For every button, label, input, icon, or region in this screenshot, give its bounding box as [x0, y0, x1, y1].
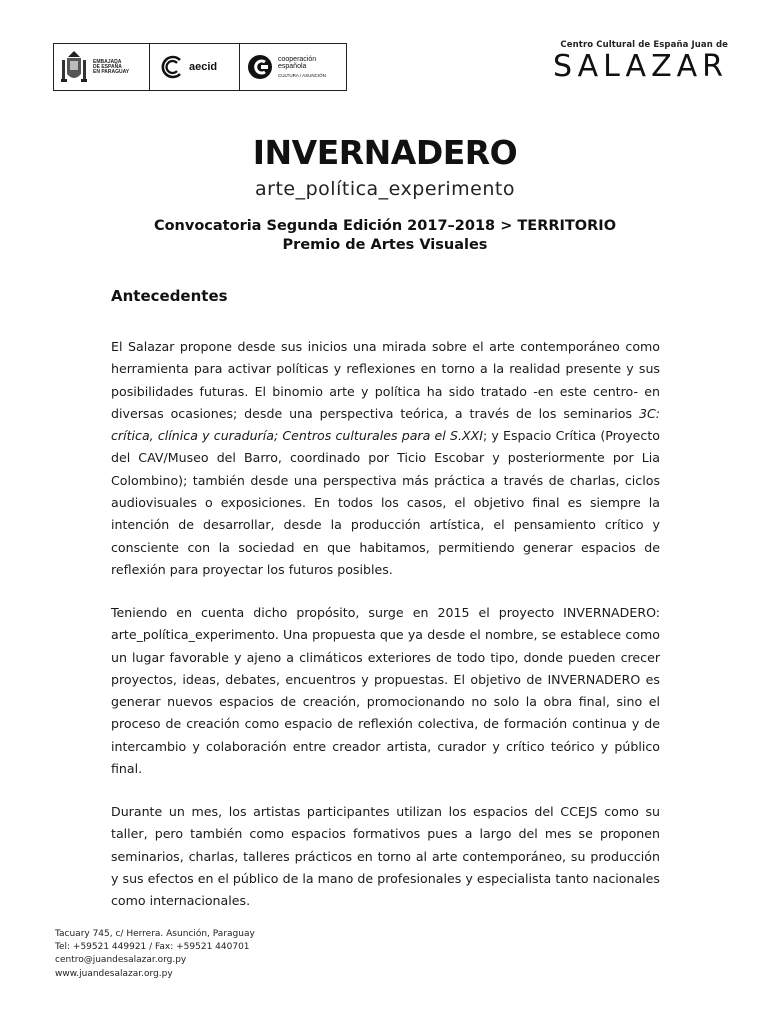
embajada-line-1: EMBAJADA — [93, 58, 122, 65]
paragraph-2: Teniendo en cuenta dicho propósito, surge en 2015 el proyecto INVERNADERO: arte_política_experimento. Una propuesta que ya desde el nombre, se establece como un lugar favorable y ajeno a climáticos exteriores de todo tipo, donde pueden crecer proyectos, ideas, debates, encuentros y propuestas. El objetivo de INVERNADERO es generar nuevos espacios de creación, promocionando no solo la obra final, sino el proceso de creación como espacio de reflexión colectiva, de formación continua y de intercambio y colaboración entre creador artista, curador y crítico teórico y público final. — [111, 605, 660, 777]
footer-website[interactable]: www.juandesalazar.org.py — [55, 968, 173, 979]
page-title: INVERNADERO — [252, 133, 518, 172]
paragraph-1-text-b: ; y Espacio Crítica (Proyecto del CAV/Museo del Barro, coordinado por Ticio Escobar y posteriormente por Lia Colombino); también desde una perspectiva más práctica a través de charlas, ciclos audiovisuales o exposiciones. En todos los casos, el objetivo final es siempre la intención de desarrollar, desde la producción artística, el pensamiento crítico y consciente con la sociedad en que habitamos, permitiendo generar espacios de reflexión para proyectar los futuros posibles. — [111, 428, 660, 577]
aecid-c-icon — [158, 53, 186, 81]
cooperacion-line-1: cooperación — [278, 55, 317, 63]
convocatoria-line-2: Premio de Artes Visuales — [282, 237, 488, 253]
partner-logos-box — [53, 43, 347, 91]
paragraph-1-italic: 3C: crítica, clínica y curaduría; Centros culturales para el S.XXI — [111, 405, 660, 444]
embajada-line-2: DE ESPAÑA — [93, 63, 122, 70]
salazar-caption: Centro Cultural de España Juan de — [560, 40, 728, 50]
cooperacion-c-icon — [246, 53, 274, 81]
embajada-line-3: EN PARAGUAY — [93, 68, 130, 75]
cooperacion-logo — [240, 44, 346, 90]
paragraph-3: Durante un mes, los artistas participantes utilizan los espacios del CCEJS como su taller, pero también como espacios formativos pues a largo del mes se proponen seminarios, charlas, talleres prácticos en torno al arte contemporáneo, su producción y sus efectos en el público de la mano de profesionales y especialista tanto nacionales como internacionales. — [111, 804, 660, 909]
page-subtitle: arte_política_experimento — [255, 178, 515, 200]
footer-contact — [55, 928, 255, 981]
cooperacion-line-2: española — [278, 62, 307, 70]
cooperacion-label — [278, 56, 326, 79]
embajada-label — [93, 60, 129, 75]
footer-address: Tacuary 745, c/ Herrera. Asunción, Paraguay — [55, 929, 255, 939]
salazar-wordmark: SALAZAR — [553, 49, 728, 84]
convocatoria-heading — [0, 217, 770, 255]
cooperacion-sub: CULTURA / ASUNCIÓN — [278, 72, 326, 78]
salazar-logo — [553, 40, 728, 82]
section-heading: Antecedentes — [111, 287, 228, 305]
footer-email[interactable]: centro@juandesalazar.org.py — [55, 955, 187, 966]
embajada-logo — [54, 44, 150, 90]
paragraph-1-text-a: El Salazar propone desde sus inicios una mirada sobre el arte contemporáneo como herramienta para activar políticas y reflexiones en torno a la realidad presente y sus posibilidades futuras. El binomio arte y política ha sido tratado -en este centro- en diversas ocasiones; desde una perspectiva teórica, a través de los seminarios — [111, 339, 660, 421]
footer-phone: Tel: +59521 449921 / Fax: +59521 440701 — [55, 942, 250, 953]
convocatoria-line-1: Convocatoria Segunda Edición 2017–2018 > TERRITORIO — [153, 218, 617, 234]
aecid-logo — [150, 44, 240, 90]
paragraph-1 — [111, 336, 660, 581]
coat-of-arms-icon — [58, 48, 90, 86]
aecid-label: aecid — [189, 61, 218, 73]
